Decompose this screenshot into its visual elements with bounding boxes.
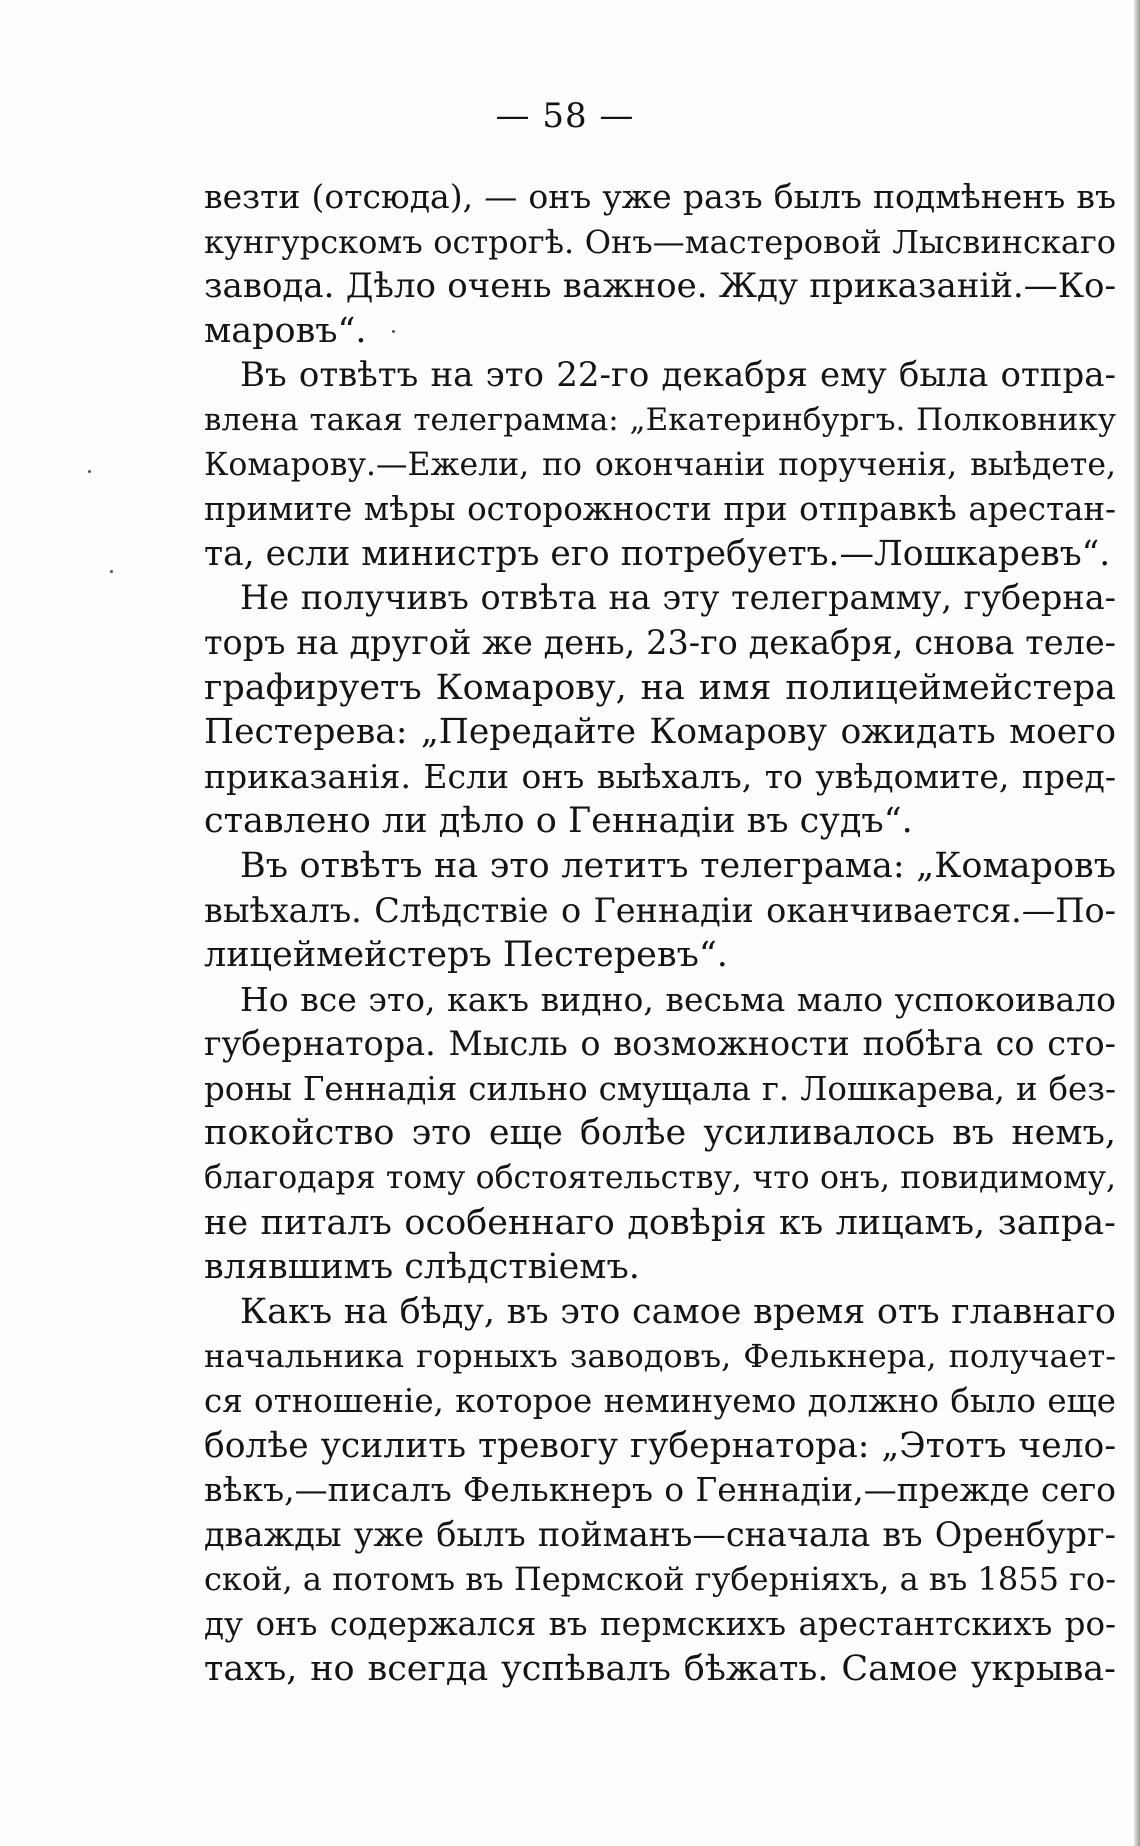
- text-line: Въ отвѣтъ на это 22-го декабря ему была отпра-: [240, 355, 1116, 396]
- text-line: начальника горныхъ заводовъ, Фелькнера, получает-: [204, 1337, 1116, 1376]
- scan-speck: [88, 470, 91, 473]
- text-line: графируетъ Комарову, на имя полицеймейстера: [204, 667, 1116, 708]
- text-line: ставлено ли дѣло о Геннадіи въ судъ“.: [204, 801, 913, 842]
- text-line: ся отношеніе, которое неминуемо должно было еще: [204, 1382, 1116, 1421]
- text-line: ду онъ содержался въ пермскихъ арестантскихъ ро-: [204, 1605, 1116, 1643]
- text-line: не питалъ особеннаго довѣрія къ лицамъ, запра-: [204, 1202, 1116, 1243]
- text-line: Комарову.—Ежели, по окончаніи порученія, выѣдете,: [204, 446, 1116, 483]
- body-text: [204, 175, 1116, 1691]
- text-line: дважды уже былъ пойманъ—сначала въ Оренбург-: [204, 1514, 1116, 1554]
- text-line: Въ отвѣтъ на это летитъ телеграма: „Комаровъ: [240, 845, 1116, 886]
- text-line: торъ на другой же день, 23-го декабря, снова теле-: [204, 622, 1116, 662]
- text-line: Не получивъ отвѣта на эту телеграмму, губерна-: [240, 578, 1116, 618]
- page-number: — 58 —: [495, 96, 635, 136]
- text-line: примите мѣры осторожности при отправкѣ арестан-: [204, 490, 1116, 529]
- page-edge: [1134, 0, 1140, 1846]
- text-line: маровъ“.: [204, 310, 367, 351]
- scan-speck: [392, 330, 395, 333]
- text-line: везти (отсюда), — онъ уже разъ былъ подмѣненъ въ: [204, 177, 1116, 216]
- text-line: кунгурскомъ острогѣ. Онъ—мастеровой Лысвинскаго: [204, 222, 1116, 261]
- text-line: Пестерева: „Передайте Комарову ожидать моего: [204, 712, 1116, 753]
- text-line: ской, а потомъ въ Пермской губерніяхъ, а въ 1855 го-: [204, 1560, 1116, 1599]
- text-line: завода. Дѣло очень важное. Жду приказаній.—Ко-: [204, 266, 1116, 307]
- text-line: та, если министръ его потребуетъ.—Лошкаревъ“.: [204, 533, 1111, 574]
- text-line: благодаря тому обстоятельству, что онъ, повидимому,: [204, 1160, 1116, 1197]
- text-line: Какъ на бѣду, въ это самое время отъ главнаго: [240, 1291, 1116, 1332]
- text-line: тахъ, но всегда успѣвалъ бѣжать. Самое укрыва-: [204, 1648, 1116, 1689]
- text-line: влявшимъ слѣдствіемъ.: [204, 1247, 640, 1288]
- text-line: влена такая телеграмма: „Екатеринбургъ. Полковнику: [204, 401, 1116, 438]
- text-line: вѣкъ,—писалъ Фелькнеръ о Геннадіи,—прежде сего: [204, 1470, 1116, 1510]
- text-line: покойство это еще болѣе усиливалось въ немъ,: [204, 1113, 1116, 1154]
- text-line: приказанія. Если онъ выѣхалъ, то увѣдомите, пред-: [204, 756, 1116, 796]
- text-line: болѣе усилить тревогу губернатора: „Этотъ чело-: [204, 1425, 1116, 1466]
- text-line: Но все это, какъ видно, весьма мало успокоивало: [240, 979, 1116, 1019]
- text-line: лицеймейстеръ Пестеревъ“.: [204, 935, 728, 976]
- text-line: выѣхалъ. Слѣдствіе о Геннадіи оканчивается.—По-: [204, 890, 1116, 930]
- scan-speck: [110, 570, 113, 573]
- text-line: губернатора. Мысль о возможности побѣга со сто-: [204, 1024, 1116, 1064]
- text-line: роны Геннадія сильно смущала г. Лошкарева, и без-: [204, 1069, 1116, 1108]
